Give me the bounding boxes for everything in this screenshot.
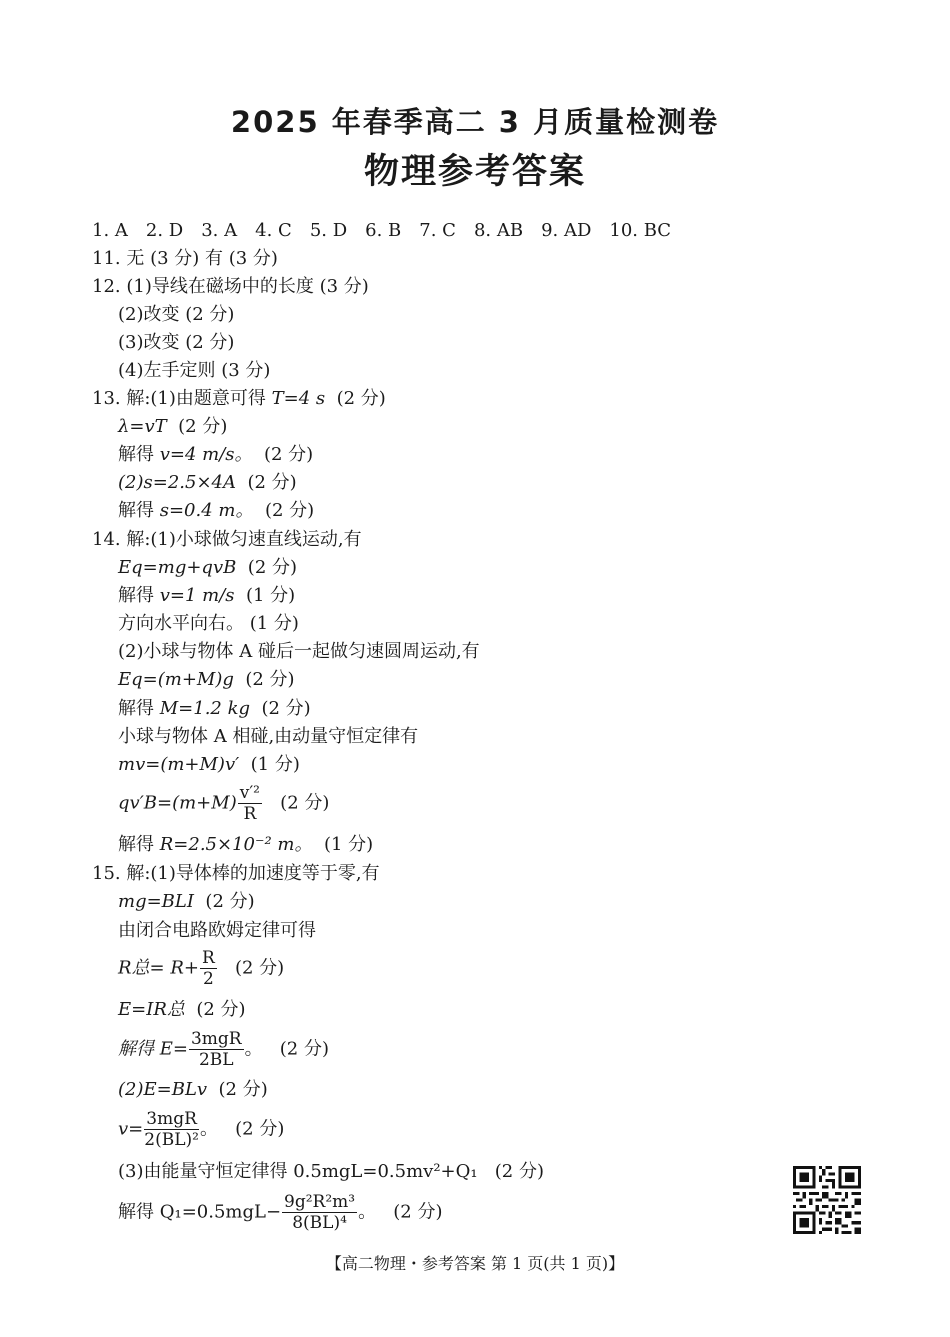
- q15-fraction-4-denominator: 8(BL)⁴: [292, 1213, 347, 1233]
- answer-3: 3. A: [201, 220, 238, 241]
- page-title: 2025 年春季高二 3 月质量检测卷: [230, 105, 720, 139]
- q15-fraction-4: [282, 1192, 357, 1233]
- q14-line-10: [118, 783, 329, 824]
- q14-line-6: [118, 669, 295, 691]
- q15-equation-6-tail: 。: [199, 1118, 218, 1140]
- q14-solve-label-1: 解得: [118, 585, 154, 606]
- q15-line-5: [118, 999, 246, 1021]
- q15-equation-8-lhs: 解得 Q₁=0.5mgL−: [118, 1201, 282, 1223]
- q15-fraction-4-numerator: 9g²R²m³: [284, 1192, 356, 1212]
- q12-line-1: 12. (1)导线在磁场中的长度 (3 分): [92, 276, 369, 297]
- q13-score-1: (2 分): [336, 388, 386, 409]
- q13-equation-2: λ=vT: [118, 416, 167, 437]
- q15-line-3: 由闭合电路欧姆定律可得: [118, 920, 316, 941]
- q13-equation-3: v=4 m/s。: [159, 444, 253, 465]
- q15-fraction-2-numerator: 3mgR: [190, 1029, 242, 1049]
- q13-line-2: [118, 416, 227, 438]
- q14-line-1: 14. 解:(1)小球做匀速直线运动,有: [92, 529, 362, 550]
- q14-equation-4: M=1.2 kg: [159, 698, 251, 719]
- answer-7: 7. C: [419, 220, 456, 241]
- q15-fraction-1-denominator: 2: [202, 969, 214, 989]
- q15-line-4: [118, 948, 284, 989]
- q13-score-3: (2 分): [263, 444, 314, 465]
- q14-line-5: (2)小球与物体 A 碰后一起做匀速圆周运动,有: [118, 641, 480, 662]
- choice-answers-row: [92, 220, 689, 242]
- q14-fraction: [238, 783, 262, 824]
- q12-line-3: (3)改变 (2 分): [118, 332, 235, 353]
- q14-equation-1: Eq=mg+qvB: [118, 557, 237, 578]
- q15-equation-6-lhs: v=: [118, 1118, 144, 1140]
- q15-equation-8-tail: 。: [358, 1201, 377, 1223]
- answer-5: 5. D: [309, 220, 348, 241]
- q13-solve-label-2: 解得: [118, 500, 154, 521]
- q14-line-11: [118, 834, 373, 856]
- q14-score-1: (2 分): [247, 557, 298, 578]
- q14-score-2: (1 分): [245, 585, 296, 606]
- q15-score-8: (2 分): [393, 1201, 443, 1223]
- q15-line-8: [118, 1109, 284, 1150]
- q14-line-8: 小球与物体 A 相碰,由动量守恒定律有: [118, 726, 419, 747]
- q14-score-6: (2 分): [280, 792, 330, 814]
- q15-fraction-2: [189, 1029, 244, 1070]
- q15-line-6: [118, 1029, 329, 1070]
- answer-9: 9. AD: [541, 220, 592, 241]
- q14-equation-7: R=2.5×10⁻² m。: [159, 834, 313, 855]
- q14-equation-3: Eq=(m+M)g: [118, 669, 234, 690]
- q15-fraction-1: [200, 948, 217, 989]
- page-footer: 【高二物理・参考答案 第 1 页(共 1 页)】: [325, 1254, 625, 1273]
- answer-6: 6. B: [365, 220, 402, 241]
- q15-fraction-3-numerator: 3mgR: [144, 1109, 199, 1130]
- q15-score-3: (2 分): [196, 999, 246, 1020]
- q14-line-7: [118, 698, 311, 720]
- q15-line-2: [118, 891, 255, 913]
- q14-equation-2: v=1 m/s: [159, 585, 235, 606]
- q13-score-4: (2 分): [247, 472, 297, 493]
- q14-line-2: [118, 557, 297, 579]
- q15-equation-3: E=IR总: [118, 999, 185, 1020]
- q13-line-1: [92, 388, 386, 410]
- q15-line-1: 15. 解:(1)导体棒的加速度等于零,有: [92, 863, 380, 884]
- q15-score-1: (2 分): [205, 891, 255, 912]
- q13-line-4: [118, 472, 297, 494]
- q14-fraction-numerator: v′²: [239, 783, 260, 803]
- q15-equation-7: (3)由能量守恒定律得 0.5mgL=0.5mv²+Q₁: [118, 1161, 478, 1182]
- q14-score-4: (2 分): [261, 698, 311, 719]
- q15-equation-1: mg=BLI: [118, 891, 194, 912]
- q15-score-5: (2 分): [218, 1079, 268, 1100]
- q15-equation-4-lhs: 解得 E=: [118, 1038, 188, 1060]
- q13-score-2: (2 分): [178, 416, 228, 437]
- answer-10: 10. BC: [609, 220, 672, 241]
- q15-fraction-2-denominator: 2BL: [198, 1050, 234, 1070]
- q13-score-5: (2 分): [264, 500, 315, 521]
- q15-equation-2-lhs: R总= R+: [118, 957, 199, 979]
- q13-line-5: [118, 500, 314, 522]
- q15-fraction-3: [144, 1109, 199, 1150]
- q15-score-4: (2 分): [279, 1038, 329, 1060]
- q14-line-4: 方向水平向右。 (1 分): [118, 613, 299, 634]
- q15-score-7: (2 分): [494, 1161, 544, 1182]
- q14-score-7: (1 分): [323, 834, 374, 855]
- q12-line-2: (2)改变 (2 分): [118, 304, 235, 325]
- q13-equation-5: s=0.4 m。: [159, 500, 254, 521]
- q14-score-5: (1 分): [250, 754, 300, 775]
- q14-score-3: (2 分): [245, 669, 295, 690]
- answer-8: 8. AB: [473, 220, 524, 241]
- q14-equation-6-lhs: qv′B=(m+M): [118, 792, 237, 814]
- q13-solve-label-1: 解得: [118, 444, 154, 465]
- q15-line-9: [118, 1161, 544, 1183]
- answer-4: 4. C: [255, 220, 292, 241]
- q14-line-3: [118, 585, 295, 607]
- q15-line-7: [118, 1079, 268, 1101]
- answer-1: 1. A: [92, 220, 128, 241]
- answer-2: 2. D: [145, 220, 184, 241]
- q15-score-2: (2 分): [234, 957, 285, 979]
- q15-fraction-1-numerator: R: [202, 948, 215, 968]
- q14-solve-label-3: 解得: [118, 834, 154, 855]
- q13-equation-4: (2)s=2.5×4A: [118, 472, 236, 493]
- q15-line-10: [118, 1192, 443, 1233]
- q13-intro: 13. 解:(1)由题意可得: [92, 388, 266, 409]
- q15-equation-5: (2)E=BLv: [118, 1079, 208, 1100]
- page-subtitle: 物理参考答案: [363, 152, 586, 192]
- q15-fraction-3-denominator: 2(BL)²: [144, 1130, 199, 1150]
- q14-solve-label-2: 解得: [118, 698, 154, 719]
- q15-score-6: (2 分): [235, 1118, 285, 1140]
- q12-line-4: (4)左手定则 (3 分): [118, 360, 271, 381]
- q13-line-3: [118, 444, 313, 466]
- q11-answer: 11. 无 (3 分) 有 (3 分): [92, 248, 278, 269]
- q13-equation-1: T=4 s: [271, 388, 326, 409]
- q14-equation-5: mv=(m+M)v′: [118, 754, 240, 775]
- q15-equation-4-tail: 。: [244, 1038, 263, 1060]
- qr-code-icon: [793, 1166, 861, 1234]
- q14-fraction-denominator: R: [243, 804, 257, 824]
- q14-line-9: [118, 754, 300, 776]
